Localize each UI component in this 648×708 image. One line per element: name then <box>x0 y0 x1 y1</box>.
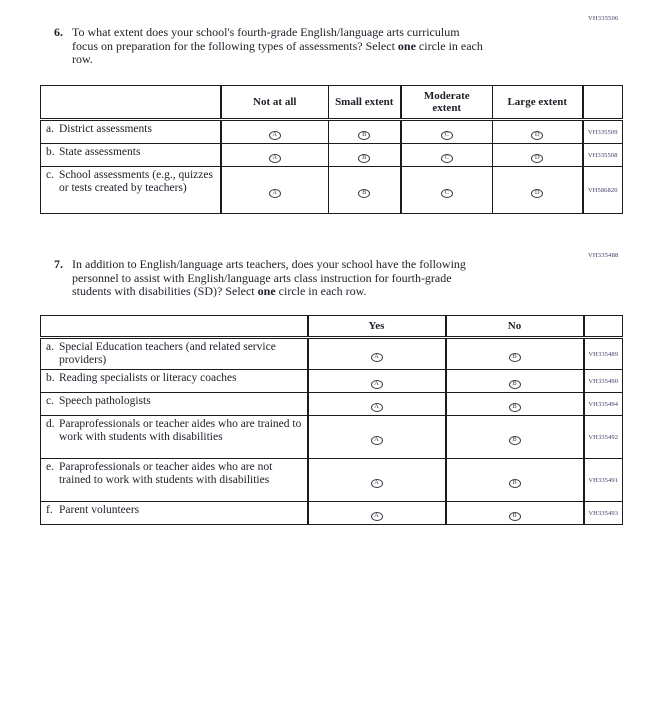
option-circle-a[interactable]: A <box>371 353 383 362</box>
q7-a-no-cell[interactable] <box>446 338 584 370</box>
option-circle-a[interactable]: A <box>269 131 281 140</box>
question-6-line2-post: circle in each <box>415 38 483 53</box>
q6-header-not-at-all: Not at all <box>221 86 329 120</box>
question-6-line2-pre: focus on preparation for the following types of assessments? Select <box>72 38 398 53</box>
form-code-q7: VH335488 <box>588 252 619 259</box>
option-circle-b[interactable]: B <box>509 512 521 521</box>
q7-row-c-label: c. Speech pathologists <box>41 393 308 416</box>
table-row <box>41 370 623 393</box>
q6-a-option-cell[interactable] <box>329 120 401 144</box>
option-circle-a[interactable]: A <box>371 479 383 488</box>
option-circle-a[interactable]: A <box>371 403 383 412</box>
question-7-line3-bold: one <box>257 284 276 298</box>
question-7-line1: In addition to English/language arts teachers, does your school have the following <box>72 257 466 271</box>
option-circle-a[interactable]: A <box>371 380 383 389</box>
option-circle-a[interactable]: A <box>269 154 281 163</box>
q7-b-no-cell[interactable] <box>446 370 584 393</box>
table-row <box>41 502 623 525</box>
item-code: VH335491 <box>584 459 623 502</box>
q6-row-c-label: c. School assessments (e.g., quizzes or tests created by teachers) <box>41 167 221 214</box>
q6-c-option-cell[interactable] <box>493 167 583 214</box>
table-row <box>41 167 623 214</box>
question-6-line2 <box>72 40 554 54</box>
q7-header-blank <box>41 316 308 338</box>
q6-b-option-cell[interactable] <box>493 144 583 167</box>
option-circle-b[interactable]: B <box>509 403 521 412</box>
question-7-number: 7. <box>54 257 63 271</box>
item-code: VH335492 <box>584 416 623 459</box>
option-circle-c[interactable]: C <box>441 189 453 198</box>
q6-a-option-cell[interactable] <box>221 120 329 144</box>
option-circle-b[interactable]: B <box>509 436 521 445</box>
q6-row-b-label: b. State assessments <box>41 144 221 167</box>
q7-row-d-label: d. Paraprofessionals or teacher aides who are trained to work with students with disabilities <box>41 416 308 459</box>
question-7-line3-pre: students with disabilities (SD)? Select <box>72 284 258 298</box>
question-6-line2-bold: one <box>397 38 416 53</box>
q6-header-moderate-extent: Moderate extent <box>401 86 493 120</box>
q7-e-yes-cell[interactable] <box>308 459 446 502</box>
item-code: VH335509 <box>583 120 623 144</box>
q6-c-option-cell[interactable] <box>221 167 329 214</box>
table-row <box>41 338 623 370</box>
q6-b-option-cell[interactable] <box>329 144 401 167</box>
q6-row-a-label: a. District assessments <box>41 120 221 144</box>
q7-row-a-label: a. Special Education teachers (and related service providers) <box>41 338 308 370</box>
option-circle-d[interactable]: D <box>531 154 543 163</box>
q7-e-no-cell[interactable] <box>446 459 584 502</box>
q7-c-no-cell[interactable] <box>446 393 584 416</box>
option-circle-d[interactable]: D <box>531 131 543 140</box>
q7-row-b-label: b. Reading specialists or literacy coaches <box>41 370 308 393</box>
q7-header-no: No <box>446 316 584 338</box>
item-code: VH335490 <box>584 370 623 393</box>
question-7-line2: personnel to assist with English/language arts class instruction for fourth-grade <box>72 270 452 285</box>
item-code: VH335493 <box>584 502 623 525</box>
q7-d-yes-cell[interactable] <box>308 416 446 459</box>
option-circle-d[interactable]: D <box>531 189 543 198</box>
question-6-table <box>40 85 623 214</box>
q7-b-yes-cell[interactable] <box>308 370 446 393</box>
item-code: VH586820 <box>583 167 623 214</box>
q7-c-yes-cell[interactable] <box>308 393 446 416</box>
q7-f-yes-cell[interactable] <box>308 502 446 525</box>
q7-row-f-label: f. Parent volunteers <box>41 502 308 525</box>
q7-f-no-cell[interactable] <box>446 502 584 525</box>
q7-a-yes-cell[interactable] <box>308 338 446 370</box>
item-code: VH335494 <box>584 393 623 416</box>
option-circle-b[interactable]: B <box>509 353 521 362</box>
q6-a-option-cell[interactable] <box>401 120 493 144</box>
q6-a-option-cell[interactable] <box>493 120 583 144</box>
q7-row-e-label: e. Paraprofessionals or teacher aides who are not trained to work with students with disabilities <box>41 459 308 502</box>
table-row <box>41 144 623 167</box>
table-row <box>41 416 623 459</box>
question-7-line3 <box>72 285 554 299</box>
q7-header-row <box>41 316 623 338</box>
option-circle-b[interactable]: B <box>358 189 370 198</box>
table-row <box>41 393 623 416</box>
q7-header-code-blank <box>584 316 623 338</box>
question-7-table <box>40 315 623 525</box>
option-circle-b[interactable]: B <box>358 131 370 140</box>
q6-b-option-cell[interactable] <box>221 144 329 167</box>
question-6-text <box>72 26 554 67</box>
q6-header-code-blank <box>583 86 623 120</box>
question-7-text <box>72 258 554 299</box>
question-6-line3: row. <box>72 52 93 66</box>
form-code-q6: VH335506 <box>588 15 619 22</box>
option-circle-b[interactable]: B <box>509 380 521 389</box>
question-6 <box>54 26 554 67</box>
q6-header-blank <box>41 86 221 120</box>
option-circle-c[interactable]: C <box>441 131 453 140</box>
q6-c-option-cell[interactable] <box>401 167 493 214</box>
table-row <box>41 120 623 144</box>
question-7 <box>54 258 554 299</box>
q6-b-option-cell[interactable] <box>401 144 493 167</box>
option-circle-a[interactable]: A <box>371 512 383 521</box>
q6-header-row <box>41 86 623 120</box>
q7-header-yes: Yes <box>308 316 446 338</box>
table-row <box>41 459 623 502</box>
option-circle-c[interactable]: C <box>441 154 453 163</box>
option-circle-a[interactable]: A <box>371 436 383 445</box>
q7-d-no-cell[interactable] <box>446 416 584 459</box>
question-6-line1: To what extent does your school's fourth-grade English/language arts curriculum <box>72 25 460 39</box>
item-code: VH335489 <box>584 338 623 370</box>
q6-header-small-extent: Small extent <box>329 86 401 120</box>
option-circle-b[interactable]: B <box>358 154 370 163</box>
q6-header-large-extent: Large extent <box>493 86 583 120</box>
option-circle-a[interactable]: A <box>269 189 281 198</box>
item-code: VH335508 <box>583 144 623 167</box>
question-7-line3-post: circle in each row. <box>275 284 367 298</box>
option-circle-b[interactable]: B <box>509 479 521 488</box>
q6-c-option-cell[interactable] <box>329 167 401 214</box>
question-6-number: 6. <box>54 25 63 39</box>
